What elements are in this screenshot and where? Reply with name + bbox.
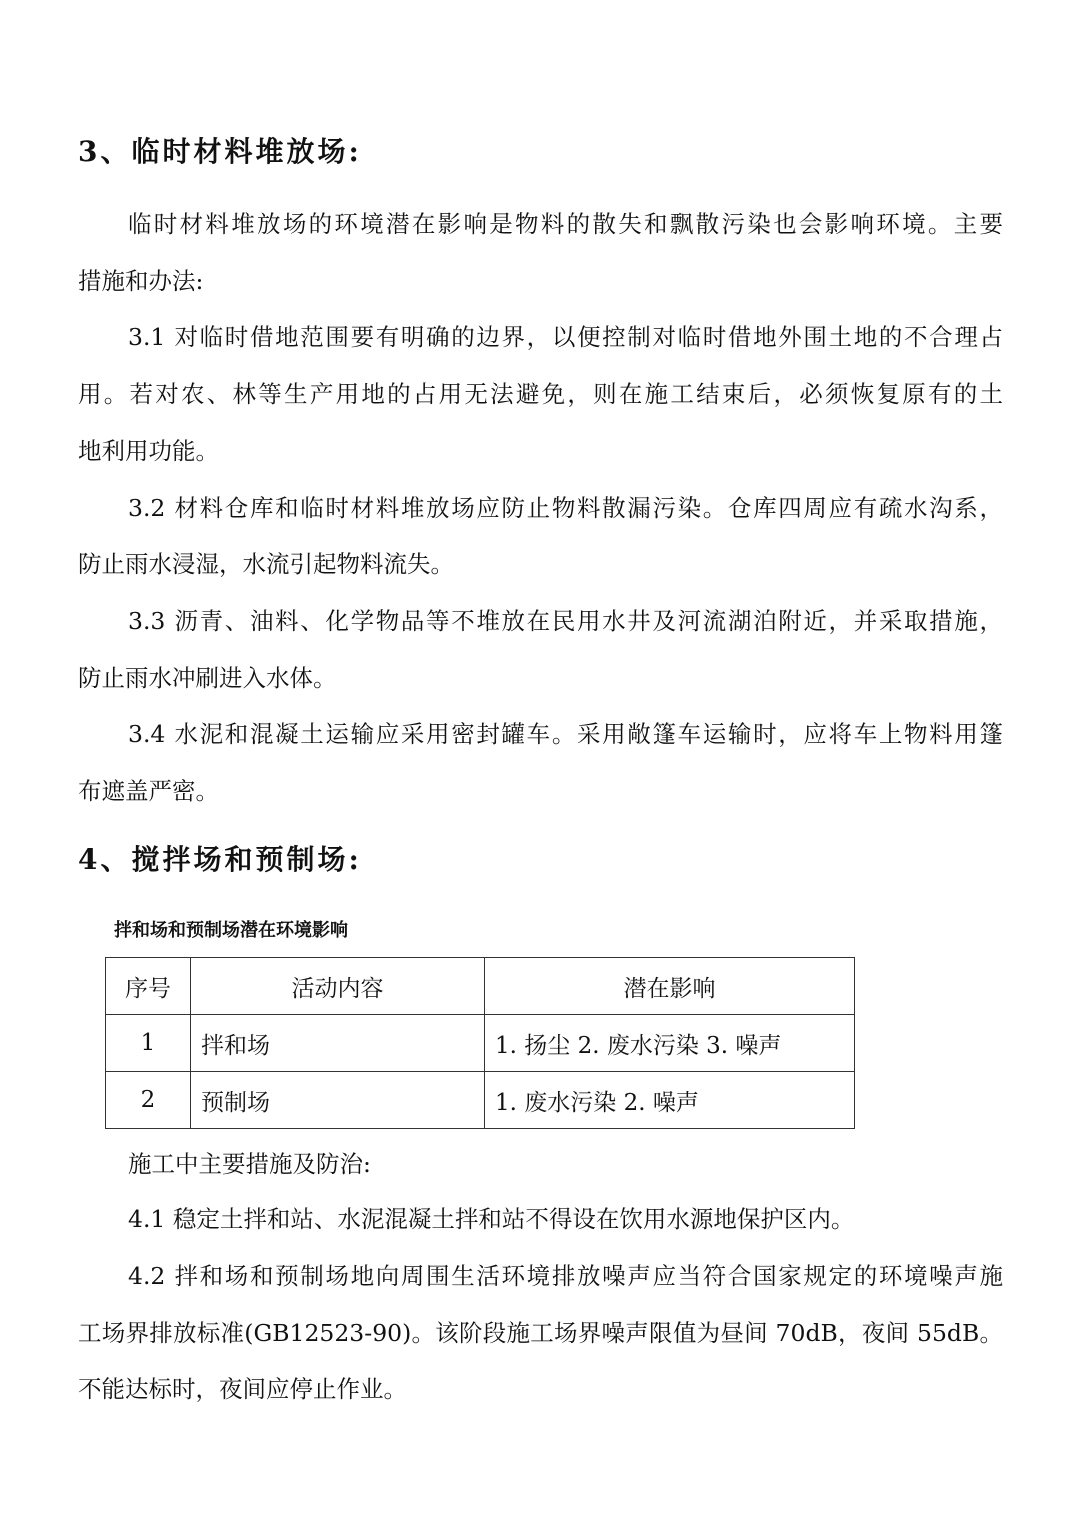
item-3-1-line-2: 用。若对农、林等生产用地的占用无法避免，则在施工结束后，必须恢复原有的土	[78, 380, 1003, 408]
item-3-2-line-2: 防止雨水浸湿，水流引起物料流失。	[78, 550, 454, 578]
item-3-3-line-1: 3.3 沥青、油料、化学物品等不堆放在民用水井及河流湖泊附近，并采取措施，	[128, 607, 1003, 635]
row-activity: 拌和场	[191, 1015, 485, 1072]
intro-line-2: 措施和办法:	[78, 267, 204, 295]
item-3-4-line-1: 3.4 水泥和混凝土运输应采用密封罐车。采用敞篷车运输时，应将车上物料用篷	[128, 720, 1003, 748]
row-activity: 预制场	[191, 1072, 485, 1129]
intro-line-1: 临时材料堆放场的环境潜在影响是物料的散失和飘散污染也会影响环境。主要	[128, 210, 1003, 238]
section-3-heading: 3、临时材料堆放场:	[78, 135, 362, 168]
header-index: 序号	[106, 958, 191, 1015]
table-header-row	[106, 958, 855, 1015]
impact-table	[105, 957, 855, 1129]
item-3-4-line-2: 布遮盖严密。	[78, 777, 219, 805]
item-4-2-line-2: 工场界排放标准(GB12523-90)。该阶段施工场界噪声限值为昼间 70dB，夜间 55dB。	[78, 1319, 1003, 1347]
item-4-2-line-3: 不能达标时，夜间应停止作业。	[78, 1375, 407, 1403]
row-impact: 1. 废水污染 2. 噪声	[485, 1072, 855, 1129]
row-index: 1	[106, 1015, 191, 1072]
row-index: 2	[106, 1072, 191, 1129]
item-3-2-line-1: 3.2 材料仓库和临时材料堆放场应防止物料散漏污染。仓库四周应有疏水沟系，	[128, 494, 1003, 522]
item-4-1: 4.1 稳定土拌和站、水泥混凝土拌和站不得设在饮用水源地保护区内。	[128, 1205, 855, 1233]
item-3-1-line-3: 地利用功能。	[78, 437, 219, 465]
row-impact: 1. 扬尘 2. 废水污染 3. 噪声	[485, 1015, 855, 1072]
table-caption: 拌和场和预制场潜在环境影响	[114, 920, 348, 941]
table-row	[106, 1015, 855, 1072]
measures-title: 施工中主要措施及防治:	[128, 1150, 371, 1178]
header-activity: 活动内容	[191, 958, 485, 1015]
item-4-2-line-1: 4.2 拌和场和预制场地向周围生活环境排放噪声应当符合国家规定的环境噪声施	[128, 1262, 1003, 1290]
header-impact: 潜在影响	[485, 958, 855, 1015]
item-3-3-line-2: 防止雨水冲刷进入水体。	[78, 664, 337, 692]
table-row	[106, 1072, 855, 1129]
section-4-heading: 4、搅拌场和预制场:	[78, 843, 362, 876]
item-3-1-line-1: 3.1 对临时借地范围要有明确的边界，以便控制对临时借地外围土地的不合理占	[128, 323, 1003, 351]
